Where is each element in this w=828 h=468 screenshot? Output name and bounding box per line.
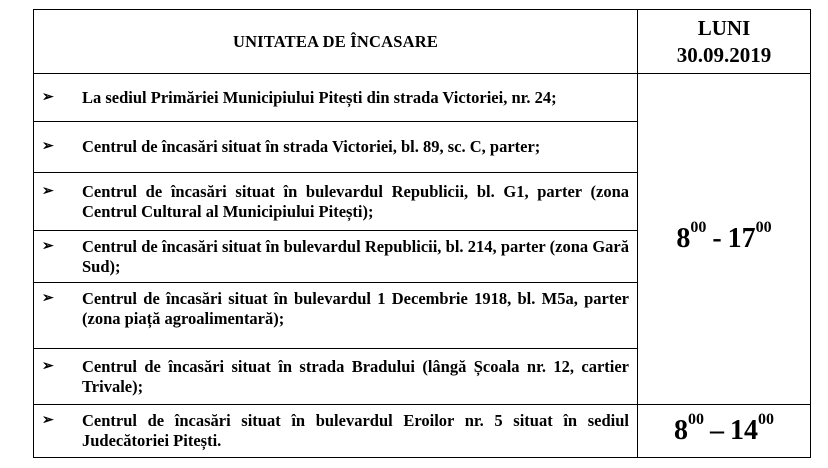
- schedule-table-wrapper: [33, 9, 810, 457]
- location-cell: [34, 405, 638, 458]
- arrow-bullet-icon: ➢: [42, 139, 54, 154]
- header-date-column: [638, 10, 811, 74]
- location-cell: [34, 122, 638, 173]
- main-end-min: 00: [755, 219, 772, 236]
- location-text: Centrul de încasări situat în bulevardul 1 Decembrie 1918, bl. M5a, parter (zona piață agroalimentară);: [82, 289, 629, 328]
- main-start-min: 00: [690, 219, 707, 236]
- arrow-bullet-icon: ➢: [42, 183, 54, 199]
- last-start-hour: 8: [674, 415, 688, 446]
- location-text: La sediul Primăriei Municipiului Pitești din strada Victoriei, nr. 24;: [82, 87, 557, 107]
- main-start-hour: 8: [676, 223, 691, 254]
- header-date: 30.09.2019: [676, 42, 772, 67]
- arrow-bullet-icon: ➢: [42, 238, 54, 254]
- schedule-table: [33, 9, 811, 458]
- table-header-row: [34, 10, 811, 74]
- location-cell: [34, 349, 638, 405]
- schedule-main-cell: [638, 74, 811, 405]
- main-separator: -: [712, 223, 722, 254]
- last-end-min: 00: [758, 411, 774, 428]
- last-end-hour: 14: [730, 415, 758, 446]
- location-cell: [34, 74, 638, 122]
- location-text: Centrul de încasări situat în bulevardul Republicii, bl. 214, parter (zona Gară Sud);: [82, 236, 629, 276]
- arrow-bullet-icon: ➢: [42, 291, 54, 306]
- header-day: LUNI: [697, 15, 751, 40]
- location-cell: [34, 231, 638, 283]
- arrow-bullet-icon: ➢: [42, 89, 54, 105]
- location-text: Centrul de încasări situat în strada Victoriei, bl. 89, sc. C, parter;: [82, 137, 541, 156]
- last-separator: –: [710, 415, 724, 446]
- last-start-min: 00: [688, 411, 704, 428]
- location-text: Centrul de încasări situat în strada Bradului (lângă Școala nr. 12, cartier Trivale);: [82, 356, 629, 396]
- table-row: [34, 74, 811, 122]
- main-end-hour: 17: [727, 223, 756, 254]
- location-text: Centrul de încasări situat în bulevardul Eroilor nr. 5 situat în sediul Judecătoriei Pitești.: [82, 411, 629, 450]
- arrow-bullet-icon: ➢: [42, 358, 54, 374]
- location-text: Centrul de încasări situat în bulevardul Republicii, bl. G1, parter (zona Centrul Cultural al Municipiului Pitești);: [82, 181, 629, 221]
- table-row: [34, 405, 811, 458]
- location-cell: [34, 283, 638, 349]
- header-location-column: UNITATEA DE ÎNCASARE: [34, 10, 638, 74]
- location-cell: [34, 173, 638, 231]
- schedule-last-cell: [638, 405, 811, 458]
- arrow-bullet-icon: ➢: [42, 413, 54, 428]
